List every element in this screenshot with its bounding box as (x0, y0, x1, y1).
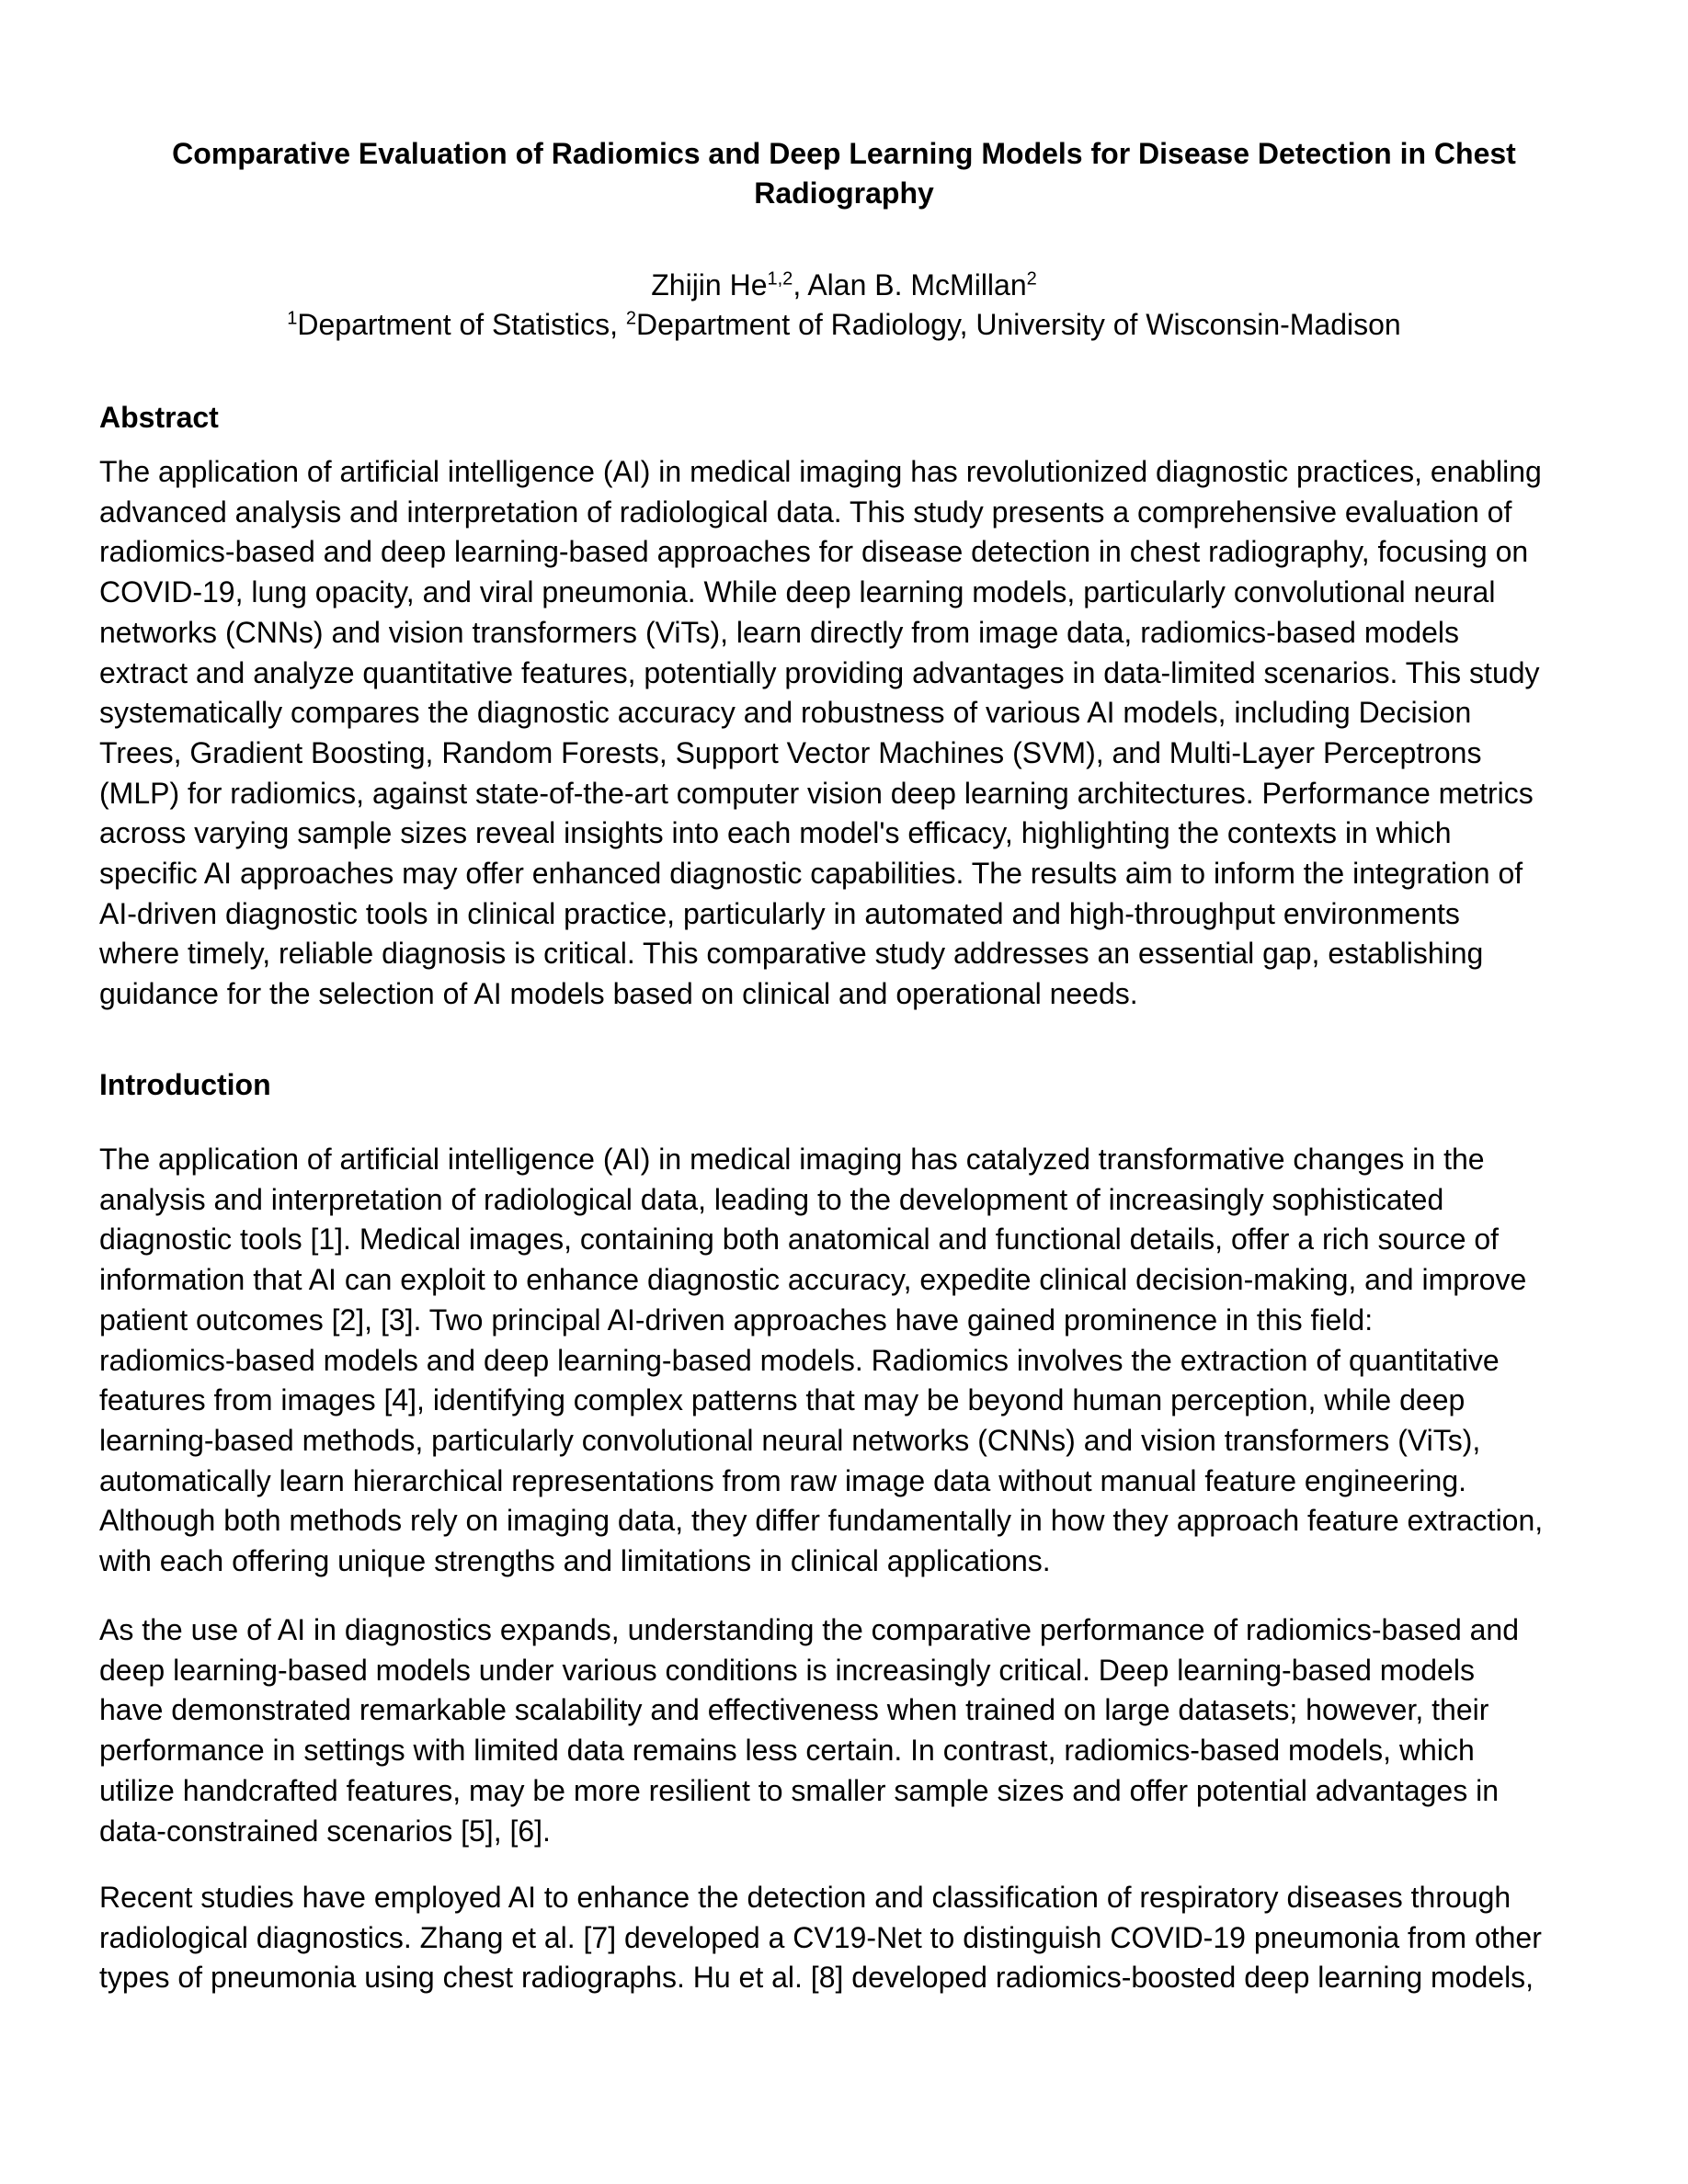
author-separator: , (793, 268, 808, 301)
text-line: have demonstrated remarkable scalability and effectiveness when trained on large datasets; however, their (99, 1693, 1489, 1727)
abstract-paragraph (99, 452, 1589, 1015)
title-line: Comparative Evaluation of Radiomics and Deep Learning Models for Disease Detection in Chest (172, 137, 1516, 170)
text-line: across varying sample sizes reveal insights into each model's efficacy, highlighting the contexts in which (99, 816, 1452, 850)
text-line: information that AI can exploit to enhance diagnostic accuracy, expedite clinical decision-making, and improve (99, 1263, 1527, 1297)
author-affiliation-marker: 2 (1026, 268, 1037, 290)
text-line: patient outcomes [2], [3]. Two principal AI-driven approaches have gained prominence in this field: (99, 1302, 1374, 1337)
text-line: The application of artificial intelligence (AI) in medical imaging has catalyzed transformative changes in the (99, 1143, 1485, 1176)
author-list (99, 267, 1589, 303)
text-line: advanced analysis and interpretation of radiological data. This study presents a comprehensive evaluation of (99, 495, 1512, 529)
text-line: radiological diagnostics. Zhang et al. [7] developed a CV19-Net to distinguish COVID-19 pneumonia from other (99, 1920, 1542, 1954)
affiliation-text: Department of Statistics, (297, 308, 626, 341)
abstract-heading: Abstract (99, 401, 219, 434)
text-line: COVID-19, lung opacity, and viral pneumonia. While deep learning models, particularly convolutional neural (99, 575, 1496, 609)
paper-title (136, 134, 1552, 213)
text-line: automatically learn hierarchical representations from raw image data without manual feature engineering. (99, 1463, 1467, 1497)
text-line: As the use of AI in diagnostics expands, understanding the comparative performance of radiomics-based and (99, 1613, 1520, 1646)
text-line: deep learning-based models under various conditions is increasingly critical. Deep learning-based models (99, 1653, 1475, 1687)
text-line: analysis and interpretation of radiological data, leading to the development of increasingly sophisticated (99, 1182, 1444, 1216)
text-line: radiomics-based models and deep learning-based models. Radiomics involves the extraction of quantitative (99, 1343, 1500, 1377)
text-line: (MLP) for radiomics, against state-of-the-art computer vision deep learning architectures. Performance metrics (99, 776, 1534, 810)
text-line: specific AI approaches may offer enhanced diagnostic capabilities. The results aim to inform the integration of (99, 857, 1523, 891)
affiliation-marker: 1 (287, 308, 298, 329)
text-line: The application of artificial intelligence (AI) in medical imaging has revolutionized diagnostic practices, enabling (99, 455, 1542, 488)
author-affiliation-marker: 1,2 (767, 268, 793, 290)
text-line: data-constrained scenarios [5], [6]. (99, 1814, 551, 1848)
text-line: learning-based methods, particularly convolutional neural networks (CNNs) and vision transformers (ViTs), (99, 1423, 1481, 1457)
text-line: Although both methods rely on imaging data, they differ fundamentally in how they approach feature extraction, (99, 1504, 1544, 1538)
text-line: networks (CNNs) and vision transformers (ViTs), learn directly from image data, radiomics-based models (99, 615, 1460, 649)
text-line: systematically compares the diagnostic accuracy and robustness of various AI models, including Decision (99, 696, 1472, 730)
introduction-heading: Introduction (99, 1068, 271, 1101)
introduction-paragraph-2 (99, 1610, 1589, 1851)
text-line: extract and analyze quantitative features, potentially providing advantages in data-limited scenarios. This study (99, 655, 1540, 689)
title-line: Radiography (754, 176, 934, 210)
text-line: with each offering unique strengths and limitations in clinical applications. (99, 1544, 1051, 1578)
author-name: Zhijin He (651, 268, 768, 301)
text-line: types of pneumonia using chest radiographs. Hu et al. [8] developed radiomics-boosted deep learning models, (99, 1961, 1534, 1995)
affiliation-text: Department of Radiology, University of Wisconsin-Madison (635, 308, 1401, 341)
text-line: performance in settings with limited data remains less certain. In contrast, radiomics-based models, which (99, 1734, 1475, 1768)
introduction-paragraph-3 (99, 1878, 1589, 1998)
author-name: Alan B. McMillan (807, 268, 1027, 301)
text-line: diagnostic tools [1]. Medical images, containing both anatomical and functional details, offer a rich source of (99, 1223, 1500, 1257)
text-line: features from images [4], identifying complex patterns that may be beyond human perception, while deep (99, 1383, 1466, 1417)
text-line: Trees, Gradient Boosting, Random Forests, Support Vector Machines (SVM), and Multi-Layer Perceptrons (99, 735, 1482, 769)
text-line: utilize handcrafted features, may be more resilient to smaller sample sizes and offer potential advantages in (99, 1773, 1499, 1807)
text-line: AI-driven diagnostic tools in clinical practice, particularly in automated and high-throughput environments (99, 896, 1460, 930)
affiliations (99, 306, 1589, 343)
text-line: radiomics-based and deep learning-based approaches for disease detection in chest radiography, focusing on (99, 535, 1529, 569)
affiliation-marker: 2 (625, 308, 636, 329)
introduction-paragraph-1 (99, 1140, 1589, 1582)
text-line: Recent studies have employed AI to enhance the detection and classification of respiratory diseases through (99, 1881, 1511, 1914)
text-line: guidance for the selection of AI models based on clinical and operational needs. (99, 977, 1138, 1011)
text-line: where timely, reliable diagnosis is critical. This comparative study addresses an essential gap, establishing (99, 937, 1484, 971)
